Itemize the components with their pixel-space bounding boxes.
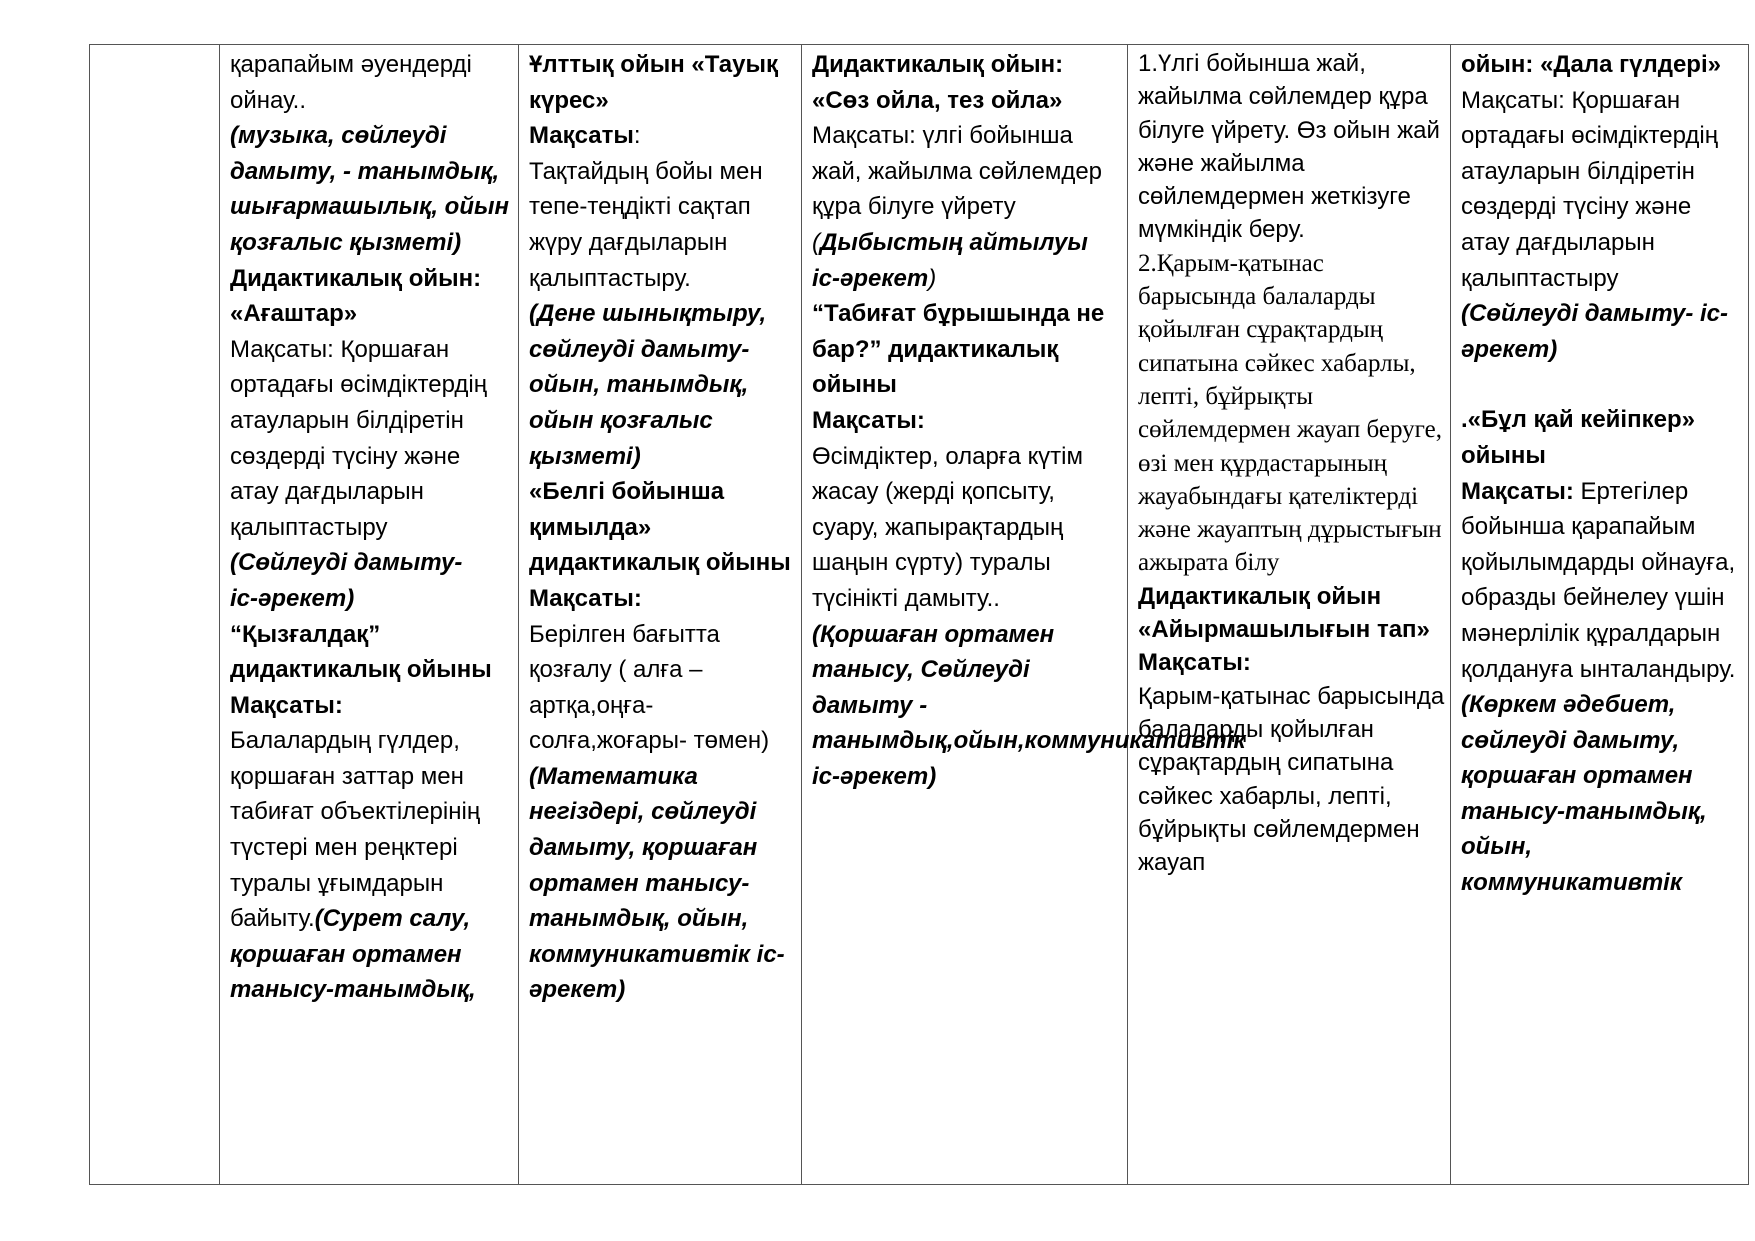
game-title: «Белгі бойынша қимылда» дидактикалық ойыны <box>529 478 791 577</box>
goal-label: Мақсаты: <box>812 406 925 434</box>
goal-label: Мақсаты: <box>1138 649 1251 677</box>
paren-close: ) <box>928 264 937 292</box>
table-cell-col6 <box>1451 45 1749 1185</box>
table-cell-col2 <box>220 45 519 1185</box>
table-cell-col5 <box>1128 45 1451 1185</box>
cell-activity-note: (Дене шынықтыру, сөйлеуді дамыту- ойын, танымдық, <box>529 300 767 399</box>
cell-text: Мақсаты: Қоршаған ортадағы өсімдіктердің атауларын білдіретін сөздерді түсіну және атау дағдыларын қалыптастыру <box>1461 86 1719 292</box>
goal-label: Мақсаты <box>529 122 634 150</box>
cell-activity-note: іс-әрекет) <box>230 584 355 612</box>
goal-label: Мақсаты: <box>1461 477 1574 505</box>
cell-text: Мақсаты: үлгі бойынша жай, жайылма сөйлемдер құра білуге үйрету <box>812 122 1103 221</box>
game-title: Дидактикалық ойын «Айырмашылығын тап» <box>1138 582 1430 644</box>
paren-open: ( <box>812 228 820 256</box>
cell-activity-note: (Сөйлеуді дамыту- <box>230 549 463 577</box>
cell-text: 2.Қарым-қатынас барысында балаларды қойылған сұрақтардың сипатына сәйкес хабарлы, лепті, бұйрықты сөйлемдермен жауап беруге, өзі мен құрдастарының жауабындағы қателіктерді және жауаптың дұрыстығын ажырата білу <box>1138 249 1442 577</box>
plan-table <box>89 44 1749 1185</box>
cell-text: Ертегілер бойынша қарапайым қойылымдарды ойнауға, образды бейнелеу үшін мәнерлілік құралдарын қолдануға ынталандыру. <box>1461 477 1736 683</box>
blank-line <box>1461 367 1743 402</box>
cell-activity-note: (Математика негіздері, сөйлеуді дамыту, қоршаған ортамен танысу- танымдық, ойын, коммуникативтік іс-әрекет) <box>529 762 785 1004</box>
goal-label: Мақсаты: <box>529 584 642 612</box>
cell-text: Берілген бағытта қозғалу ( алға – артқа,оңға- солға,жоғары- төмен) <box>529 620 770 755</box>
cell-text: Мақсаты: Қоршаған ортадағы өсімдіктердің атауларын білдіретін сөздерді түсіну және атау дағдыларын қалыптастыру <box>230 335 488 541</box>
cell-activity-note: (Сөйлеуді дамыту- іс-әрекет) <box>1461 300 1728 363</box>
game-title: “Табиғат бұрышында не бар?” дидактикалық ойыны <box>812 300 1105 399</box>
table-row <box>90 45 1749 1185</box>
cell-text: Өсімдіктер, оларға күтім жасау (жерді қопсыту, суару, жапырақтардың шаңын сүрту) туралы түсінікті дамыту.. <box>812 442 1083 612</box>
cell-activity-note: (Қоршаған ортамен танысу, Сөйлеуді дамыту - танымдық,ойын,коммуникативтік іс-әрекет) <box>812 620 1246 790</box>
game-title: .«Бұл қай кейіпкер» ойыны <box>1461 406 1695 469</box>
game-title: Дидактикалық ойын: «Ағаштар» <box>230 264 482 328</box>
game-title: ойын: «Дала гүлдері» <box>1461 51 1721 78</box>
cell-activity-note: (Сурет салу, қоршаған ортамен танысу-танымдық, <box>230 905 476 1004</box>
goal-label: Мақсаты: <box>230 691 343 719</box>
cell-text: 1.Үлгі бойынша жай, жайылма сөйлемдер құра білуге үйрету. Өз ойын жай және жайылма сөйлемдермен жеткізуге мүмкіндік беру. <box>1138 50 1440 244</box>
game-title: “Қызғалдақ” дидактикалық ойыны <box>230 620 492 684</box>
cell-text: Қарым-қатынас барысында балаларды қойылған сұрақтардың сипатына сәйкес хабарлы, лепті, бұйрықты сөйлемдермен жауап <box>1138 682 1445 877</box>
cell-activity-note: ойын қозғалыс қызметі) <box>529 406 713 470</box>
cell-activity-note: Дыбыстың айтылуы іс-әрекет <box>812 228 1088 292</box>
game-title: Ұлттық ойын «Тауық күрес» <box>529 51 778 114</box>
table-cell-empty <box>90 45 220 1185</box>
cell-text: Тақтайдың бойы мен тепе-теңдікті сақтап жүру дағдыларын қалыптастыру. <box>529 157 763 292</box>
game-title: Дидактикалық ойын: «Сөз ойла, тез ойла» <box>812 51 1064 114</box>
cell-activity-note: (музыка, сөйлеуді дамыту, - танымдық, шығармашылық, ойын қозғалыс қызметі) <box>230 122 509 256</box>
cell-text: Балалардың гүлдер, қоршаған заттар мен табиғат объектілерінің түстері мен реңктері туралы ұғымдарын байыту. <box>230 727 481 933</box>
cell-text: қарапайым әуендерді ойнау.. <box>230 51 472 114</box>
cell-text: : <box>633 122 641 150</box>
table-cell-col4 <box>802 45 1246 1185</box>
cell-activity-note: (Көркем әдебиет, сөйлеуді дамыту, қоршаған ортамен танысу-танымдық, ойын, коммуникативтік <box>1461 691 1707 897</box>
table-cell-col3 <box>519 45 802 1185</box>
